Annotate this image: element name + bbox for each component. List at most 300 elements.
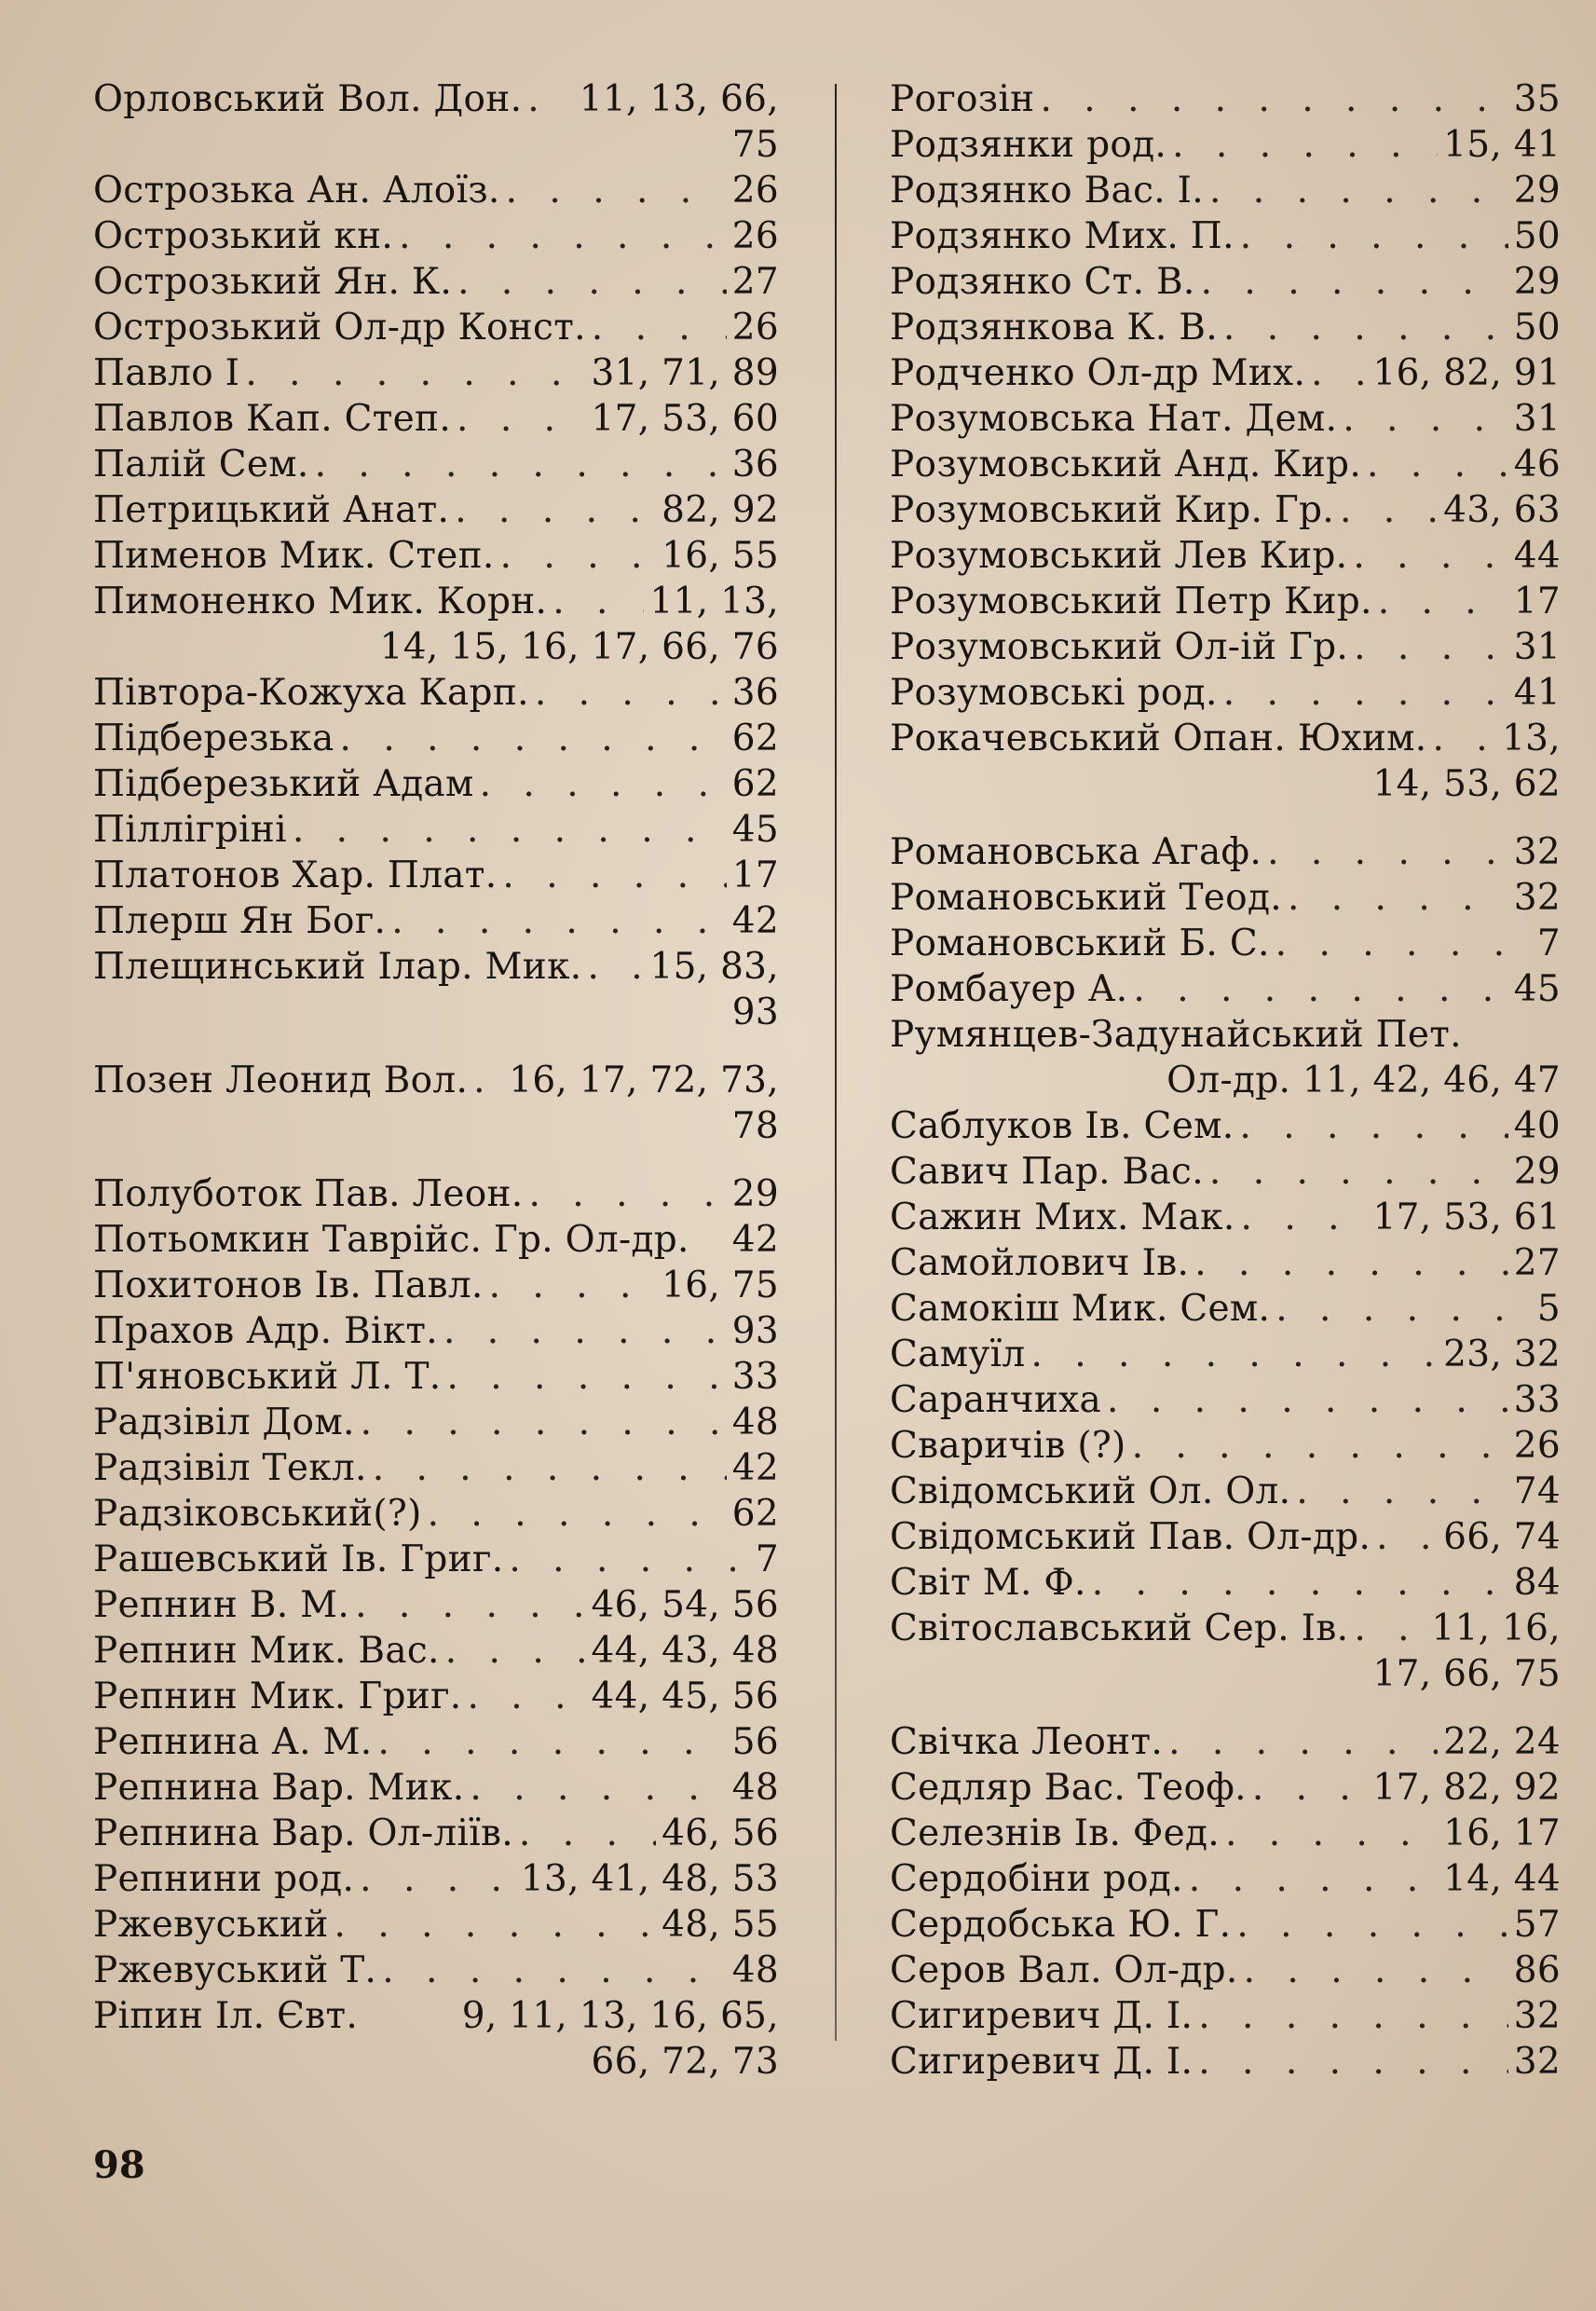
entry-name: Репнини род. <box>93 1858 355 1900</box>
index-entry <box>93 1217 779 1263</box>
index-entry <box>93 761 779 807</box>
dot-leader <box>527 76 574 122</box>
index-entry <box>890 122 1561 168</box>
entry-pages: 17, 82, 92 <box>1372 1767 1561 1809</box>
dot-leader <box>1239 1103 1507 1149</box>
index-entry <box>890 1332 1561 1377</box>
entry-name: Прахов Адр. Вікт. <box>93 1310 438 1352</box>
entry-name: Ромбауер А. <box>890 968 1128 1010</box>
dot-leader <box>1223 305 1508 350</box>
entry-name: Сажин Мих. Мак. <box>890 1197 1235 1238</box>
index-entry-row <box>890 76 1561 122</box>
dot-leader <box>1209 1149 1508 1195</box>
entry-pages: 84 <box>1513 1562 1561 1604</box>
entry-pages: 66, 74 <box>1443 1516 1561 1558</box>
entry-name: Саблуков Ів. Сем. <box>890 1105 1235 1147</box>
dot-leader <box>443 1308 727 1354</box>
entry-name: Серов Вал. Ол-др. <box>890 1949 1238 1991</box>
entry-name: Палій Сем. <box>93 444 309 485</box>
entry-name: Родзянко Вас. І. <box>890 170 1205 212</box>
index-entry-row <box>93 487 779 533</box>
dot-leader <box>1092 1560 1508 1606</box>
entry-pages: 32 <box>1513 2041 1561 2083</box>
entry-name: Острозька Ан. Алоїз. <box>93 170 500 212</box>
dot-leader <box>1172 122 1438 168</box>
dot-leader <box>382 1948 727 1993</box>
entry-pages-continued: 66, 72, 73 <box>591 2041 779 2083</box>
dot-leader <box>457 259 727 305</box>
entry-pages-continued: 78 <box>731 1105 779 1147</box>
dot-leader <box>500 533 657 579</box>
entry-name: Орловський Вол. Дон. <box>93 78 523 120</box>
entry-pages: 32 <box>1513 877 1561 919</box>
index-entry <box>890 487 1561 533</box>
entry-pages: 26 <box>731 215 779 257</box>
dot-leader <box>1343 396 1508 442</box>
dot-leader <box>1133 966 1507 1012</box>
index-entry <box>890 1149 1561 1195</box>
dot-leader <box>1223 670 1508 716</box>
entry-pages: 5 <box>1536 1288 1561 1330</box>
entry-name: Свідомський Пав. Ол-др. <box>890 1516 1371 1558</box>
index-entry-row <box>93 1765 779 1811</box>
index-entry-row <box>93 1400 779 1445</box>
dot-leader <box>1201 259 1508 305</box>
index-entry <box>890 1902 1561 1948</box>
index-entry-row <box>93 213 779 259</box>
entry-name: Розумовський Анд. Кир. <box>890 444 1362 485</box>
entry-name: Репнин Мик. Вас. <box>93 1630 440 1672</box>
entry-name: Світославський Сер. Ів. <box>890 1607 1349 1649</box>
dot-leader <box>592 305 727 350</box>
entry-pages: 31 <box>1513 626 1561 668</box>
index-entry <box>93 1674 779 1719</box>
entry-name: Свідомський Ол. Ол. <box>890 1470 1291 1512</box>
entry-pages: 44, 43, 48 <box>591 1630 779 1672</box>
entry-name: Родзянкова К. В. <box>890 307 1218 349</box>
index-entry <box>93 1856 779 1902</box>
entry-pages: 45 <box>731 809 779 851</box>
dot-leader <box>361 1400 727 1445</box>
dot-leader <box>1378 579 1508 624</box>
entry-pages: 7 <box>1536 923 1561 964</box>
index-entry <box>890 1195 1561 1240</box>
index-entry-row <box>93 1263 779 1308</box>
index-entry-row <box>890 1377 1561 1423</box>
index-entry <box>93 1263 779 1308</box>
index-entry <box>890 1560 1561 1606</box>
index-entry <box>890 670 1561 716</box>
index-entry <box>890 1286 1561 1332</box>
index-entry <box>93 1058 779 1149</box>
dot-leader <box>552 579 644 624</box>
index-entry-row <box>890 1765 1561 1811</box>
entry-pages: 82, 92 <box>662 489 779 531</box>
entry-pages: 15, 41 <box>1443 124 1561 166</box>
entry-name: Павлов Кап. Степ. <box>93 398 452 440</box>
entry-pages: 29 <box>731 1173 779 1215</box>
entry-name: Родзянки род. <box>890 124 1167 166</box>
entry-pages: 14, 44 <box>1443 1858 1561 1900</box>
index-entry-row <box>93 716 779 761</box>
index-entry-row <box>890 1012 1561 1058</box>
index-entry-row <box>93 168 779 213</box>
index-entry-row <box>93 761 779 807</box>
index-entry-row <box>93 853 779 898</box>
entry-name: Позен Леонид Вол. <box>93 1060 469 1101</box>
index-entry-row <box>93 1582 779 1628</box>
entry-name: Родченко Ол-др Мих. <box>890 352 1306 394</box>
index-entry <box>93 1993 779 2085</box>
entry-name: Рокачевський Опан. Юхим. <box>890 718 1427 759</box>
entry-name: Романовська Агаф. <box>890 831 1262 873</box>
dot-leader <box>1225 1811 1438 1856</box>
entry-pages: 16, 82, 91 <box>1372 352 1561 394</box>
dot-leader <box>1241 1195 1368 1240</box>
dot-leader <box>1030 1332 1438 1377</box>
entry-name: Савич Пар. Вас. <box>890 1151 1204 1193</box>
dot-leader <box>391 898 727 944</box>
index-entry-row <box>890 579 1561 624</box>
index-entry-row <box>93 579 779 624</box>
index-entry-row <box>93 898 779 944</box>
index-entry <box>93 1811 779 1856</box>
index-entry-row <box>890 1149 1561 1195</box>
dot-leader <box>1288 875 1508 921</box>
index-entry <box>93 76 779 168</box>
index-entry <box>93 944 779 1035</box>
index-entry <box>890 829 1561 875</box>
index-entry-row <box>890 259 1561 305</box>
index-entry-row <box>890 122 1561 168</box>
entry-pages: 26 <box>731 307 779 349</box>
index-entry-row <box>93 1058 779 1103</box>
index-entry <box>890 1856 1561 1902</box>
entry-gap <box>93 1035 779 1058</box>
index-entry <box>93 716 779 761</box>
entry-pages: 36 <box>731 672 779 714</box>
entry-pages: 11, 13, 66, <box>579 78 779 120</box>
index-entry <box>93 1582 779 1628</box>
entry-name: Ржевуський Т. <box>93 1949 377 1991</box>
entry-name: Острозький Ол-др Конст. <box>93 307 586 349</box>
entry-name: Півтора-Кожуха Карп. <box>93 672 529 714</box>
index-entry <box>890 442 1561 487</box>
index-entry <box>890 875 1561 921</box>
entry-pages: 15, 83, <box>649 946 779 988</box>
index-entry <box>890 396 1561 442</box>
index-entry <box>93 1902 779 1948</box>
entry-gap <box>93 1149 779 1171</box>
entry-pages: 50 <box>1513 215 1561 257</box>
entry-pages: 40 <box>1513 1105 1561 1147</box>
column-divider <box>835 84 837 2041</box>
entry-pages: 17, 53, 61 <box>1372 1197 1561 1238</box>
entry-pages: 29 <box>1513 261 1561 303</box>
entry-pages: 31, 71, 89 <box>591 352 779 394</box>
entry-pages: 17, 53, 60 <box>591 398 779 440</box>
index-entry <box>890 624 1561 670</box>
index-entry <box>93 168 779 213</box>
index-entry <box>93 853 779 898</box>
index-entry <box>890 168 1561 213</box>
entry-pages: 32 <box>1513 1995 1561 2037</box>
index-entry <box>890 1606 1561 1697</box>
entry-pages: 32 <box>1513 831 1561 873</box>
index-entry-row <box>890 1286 1561 1332</box>
index-entry-row <box>93 1856 779 1902</box>
entry-pages: 13, 41, 48, 53 <box>520 1858 779 1900</box>
index-entry <box>93 1445 779 1491</box>
entry-name: Розумовський Ол-ій Гр. <box>890 626 1349 668</box>
entry-pages-continued: Ол-др. 11, 42, 46, 47 <box>1166 1060 1561 1101</box>
index-entry-row <box>93 1674 779 1719</box>
index-entry-row <box>93 1902 779 1948</box>
entry-pages: 17 <box>1513 581 1561 622</box>
dot-leader <box>1296 1469 1507 1514</box>
dot-leader <box>1432 716 1496 761</box>
index-entry <box>890 1469 1561 1514</box>
index-entry-row <box>890 1240 1561 1286</box>
index-entry <box>93 898 779 944</box>
dot-leader <box>315 442 727 487</box>
index-entry <box>93 533 779 579</box>
dot-leader <box>1198 2039 1508 2085</box>
dot-leader <box>1275 1286 1532 1332</box>
index-entry <box>93 213 779 259</box>
entry-name: Плерш Ян Бог. <box>93 900 387 942</box>
index-entry-row <box>93 1171 779 1217</box>
entry-name: Сваричів (?) <box>890 1425 1126 1467</box>
dot-leader <box>1194 1240 1508 1286</box>
entry-pages: 26 <box>731 170 779 212</box>
dot-leader <box>455 487 656 533</box>
page-number: 98 <box>93 2143 145 2187</box>
index-entry-row <box>890 487 1561 533</box>
entry-pages: 48 <box>731 1767 779 1809</box>
index-entry-row <box>93 1491 779 1537</box>
entry-name: Острозький кн. <box>93 215 394 257</box>
dot-leader <box>334 1902 657 1948</box>
index-entry-row <box>890 1103 1561 1149</box>
index-entry <box>890 305 1561 350</box>
dot-leader <box>1198 1993 1508 2039</box>
entry-pages: 50 <box>1513 307 1561 349</box>
entry-name: Пимоненко Мик. Корн. <box>93 581 548 622</box>
entry-pages: 44, 45, 56 <box>591 1675 779 1717</box>
index-entry-row <box>93 76 779 122</box>
entry-pages: 43, 63 <box>1443 489 1561 531</box>
index-entry-row <box>93 1719 779 1765</box>
entry-name: Павло I <box>93 352 240 394</box>
index-entry <box>93 1491 779 1537</box>
index-entry <box>890 533 1561 579</box>
index-entry-row <box>93 1537 779 1582</box>
entry-name: Острозький Ян. К. <box>93 261 453 303</box>
index-entry <box>93 807 779 853</box>
entry-pages: 35 <box>1513 78 1561 120</box>
entry-name: Радзіковський(?) <box>93 1493 422 1535</box>
index-entry-row <box>890 1719 1561 1765</box>
dot-leader <box>1132 1423 1508 1469</box>
dot-leader <box>1040 76 1507 122</box>
index-entry-row <box>890 168 1561 213</box>
entry-pages: 86 <box>1513 1949 1561 1991</box>
index-entry <box>93 670 779 716</box>
entry-pages: 26 <box>1513 1425 1561 1467</box>
dot-leader <box>1354 1606 1425 1651</box>
index-entry-row <box>890 350 1561 396</box>
index-entry-row <box>93 1948 779 1993</box>
index-entry <box>93 1719 779 1765</box>
entry-name: Рогозін <box>890 78 1035 120</box>
entry-name: Репнин Мик. Григ. <box>93 1675 462 1717</box>
entry-gap <box>890 807 1561 829</box>
entry-pages-continued: 14, 53, 62 <box>1372 763 1561 805</box>
entry-name: Платонов Хар. Плат. <box>93 855 498 896</box>
dot-leader <box>1252 1765 1368 1811</box>
entry-pages: 29 <box>1513 170 1561 212</box>
dot-leader <box>340 716 727 761</box>
entry-pages: 31 <box>1513 398 1561 440</box>
index-entry <box>890 1993 1561 2039</box>
index-entry-row <box>93 259 779 305</box>
entry-pages: 74 <box>1513 1470 1561 1512</box>
dot-leader <box>1354 624 1508 670</box>
entry-name: Самокіш Мик. Сем. <box>890 1288 1271 1330</box>
index-entry <box>93 1948 779 1993</box>
entry-name: Підберезький Адам <box>93 763 474 805</box>
index-entry <box>93 1628 779 1674</box>
dot-leader <box>529 1171 727 1217</box>
dot-leader <box>378 1719 727 1765</box>
entry-pages-continued: 14, 15, 16, 17, 66, 76 <box>379 626 779 668</box>
index-entry-row <box>93 305 779 350</box>
entry-pages: 33 <box>1513 1379 1561 1421</box>
entry-name: Репнина Вар. Ол-ліїв. <box>93 1812 513 1854</box>
index-entry-row <box>93 1445 779 1491</box>
entry-name: Розумовський Кир. Гр. <box>890 489 1334 531</box>
dot-leader <box>1311 350 1367 396</box>
entry-pages: 13, <box>1502 718 1561 759</box>
dot-leader <box>373 1445 727 1491</box>
index-entry-row <box>890 1423 1561 1469</box>
index-entry <box>93 1171 779 1217</box>
index-entry <box>93 259 779 305</box>
entry-name: Седляр Вас. Теоф. <box>890 1767 1247 1809</box>
entry-name: Світ М. Ф. <box>890 1562 1086 1604</box>
index-entry-row <box>93 442 779 487</box>
entry-name: Плещинський Ілар. Мик. <box>93 946 582 988</box>
index-entry-row <box>93 350 779 396</box>
index-entry <box>93 1765 779 1811</box>
entry-name: Репнин В. М. <box>93 1584 350 1626</box>
index-entry <box>890 1765 1561 1811</box>
entry-name: Розумовські род. <box>890 672 1218 714</box>
index-entry-row <box>890 1993 1561 2039</box>
entry-name: Родзянко Мих. П. <box>890 215 1235 257</box>
index-entry-row <box>890 1606 1561 1651</box>
dot-leader <box>489 1263 657 1308</box>
entry-pages: 16, 17 <box>1443 1812 1561 1854</box>
entry-name: Радзівіл Дом. <box>93 1402 355 1443</box>
index-entry-row <box>93 670 779 716</box>
entry-pages: 62 <box>731 1493 779 1535</box>
index-entry-row <box>890 716 1561 761</box>
entry-pages: 46, 56 <box>662 1812 779 1854</box>
index-entry <box>93 1354 779 1400</box>
index-entry <box>890 921 1561 966</box>
index-entry-row <box>93 1993 779 2039</box>
index-entry-row <box>890 1560 1561 1606</box>
entry-pages-continued: 17, 66, 75 <box>1372 1653 1561 1695</box>
entry-pages: 11, 16, <box>1431 1607 1561 1649</box>
entry-pages: 16, 17, 72, 73, <box>509 1060 779 1101</box>
entry-pages: 44 <box>1513 535 1561 577</box>
index-entry-row <box>890 442 1561 487</box>
index-entry-row <box>890 1469 1561 1514</box>
dot-leader <box>1353 533 1507 579</box>
entry-pages: 7 <box>755 1538 779 1580</box>
dot-leader <box>1209 168 1508 213</box>
index-entry-row <box>93 1811 779 1856</box>
index-entry-row <box>93 1308 779 1354</box>
entry-pages: 22, 24 <box>1443 1721 1561 1763</box>
index-entry <box>890 76 1561 122</box>
entry-pages: 93 <box>731 1310 779 1352</box>
index-entry <box>890 1240 1561 1286</box>
entry-pages: 62 <box>731 718 779 759</box>
entry-name: Родзянко Ст. В. <box>890 261 1195 303</box>
index-entry-row <box>93 1217 779 1263</box>
entry-name: Сигиревич Д. І. <box>890 2041 1194 2083</box>
dot-leader <box>457 396 585 442</box>
index-entry <box>890 259 1561 305</box>
entry-name: Полуботок Пав. Леон. <box>93 1173 524 1215</box>
entry-pages: 27 <box>1513 1242 1561 1284</box>
entry-name: Саранчиха <box>890 1379 1102 1421</box>
dot-leader <box>1244 1948 1508 1993</box>
entry-name: Розумовський Петр Кир. <box>890 581 1372 622</box>
dot-leader <box>1189 1856 1438 1902</box>
index-entry-row <box>890 624 1561 670</box>
index-entry <box>890 579 1561 624</box>
index-entry-row <box>890 305 1561 350</box>
index-entry <box>890 2039 1561 2085</box>
index-entry <box>890 1811 1561 1856</box>
dot-leader <box>587 944 644 990</box>
entry-pages: 27 <box>731 261 779 303</box>
entry-pages: 48 <box>731 1949 779 1991</box>
index-entry <box>93 487 779 533</box>
index-entry-row <box>890 966 1561 1012</box>
dot-leader <box>506 168 727 213</box>
index-entry <box>93 579 779 670</box>
index-entry-row <box>890 1195 1561 1240</box>
dot-leader <box>1107 1377 1508 1423</box>
entry-name: Самойлович Ів. <box>890 1242 1190 1284</box>
entry-pages: 17 <box>731 855 779 896</box>
dot-leader <box>473 1058 503 1103</box>
index-entry <box>93 305 779 350</box>
index-entry <box>890 213 1561 259</box>
entry-pages: 16, 55 <box>662 535 779 577</box>
dot-leader <box>245 350 585 396</box>
dot-leader <box>470 1765 726 1811</box>
entry-name: Розумовська Нат. Дем. <box>890 398 1338 440</box>
index-entry <box>890 966 1561 1012</box>
dot-leader <box>1275 921 1532 966</box>
